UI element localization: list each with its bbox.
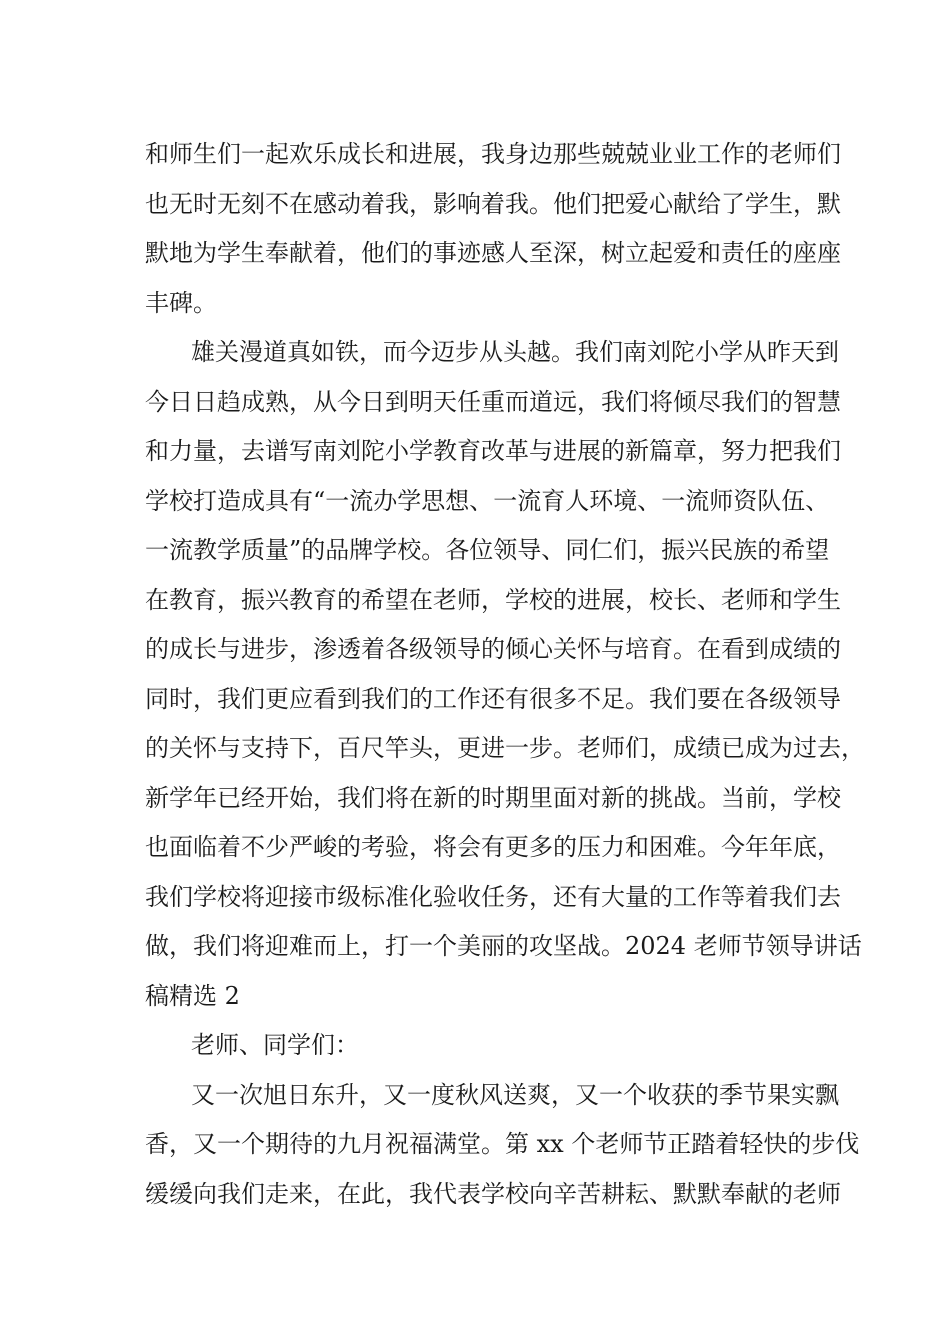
text-line: 一流教学质量”的品牌学校。各位领导、同仁们，振兴民族的希望 [145, 536, 830, 564]
text-line: 和力量，去谱写南刘陀小学教育改革与进展的新篇章，努力把我们 [145, 437, 841, 465]
text-line: 我们学校将迎接市级标准化验收任务，还有大量的工作等着我们去 [145, 882, 841, 911]
text-line: 新学年已经开始，我们将在新的时期里面对新的挑战。当前，学校 [145, 783, 841, 812]
text-line: 也无时无刻不在感动着我，影响着我。他们把爱心献给了学生，默 [145, 189, 841, 218]
text-line: 默地为学生奉献着，他们的事迹感人至深，树立起爱和责任的座座 [145, 239, 841, 267]
text-line: 学校打造成具有“一流办学思想、一流育人环境、一流师资队伍、 [145, 486, 830, 515]
text-line: 做，我们将迎难而上，打一个美丽的攻坚战。2024 老师节领导讲话 [145, 932, 862, 960]
text-line: 稿精选 2 [145, 981, 240, 1010]
paragraph-first-line: 又一次旭日东升，又一度秋风送爽，又一个收获的季节果实飘 [191, 1080, 839, 1109]
text-line: 的关怀与支持下，百尺竿头，更进一步。老师们，成绩已成为过去， [145, 734, 865, 762]
text-line: 缓缓向我们走来，在此，我代表学校向辛苦耕耘、默默奉献的老师 [145, 1179, 841, 1208]
salutation: 老师、同学们： [191, 1031, 359, 1059]
paragraph-first-line: 雄关漫道真如铁，而今迈步从头越。我们南刘陀小学从昨天到 [191, 338, 839, 366]
text-line: 和师生们一起欢乐成长和进展，我身边那些兢兢业业工作的老师们 [145, 140, 841, 168]
text-line: 今日日趋成熟，从今日到明天任重而道远，我们将倾尽我们的智慧 [145, 387, 841, 416]
text-line: 也面临着不少严峻的考验，将会有更多的压力和困难。今年年底， [145, 833, 841, 861]
text-line: 丰碑。 [145, 288, 217, 317]
body-text [145, 130, 865, 1219]
text-line: 香，又一个期待的九月祝福满堂。第 xx 个老师节正踏着轻快的步伐 [145, 1130, 860, 1158]
text-line: 在教育，振兴教育的希望在老师，学校的进展，校长、老师和学生 [145, 585, 841, 614]
text-line: 同时，我们更应看到我们的工作还有很多不足。我们要在各级领导 [145, 684, 841, 713]
text-line: 的成长与进步，渗透着各级领导的倾心关怀与培育。在看到成绩的 [145, 635, 841, 663]
